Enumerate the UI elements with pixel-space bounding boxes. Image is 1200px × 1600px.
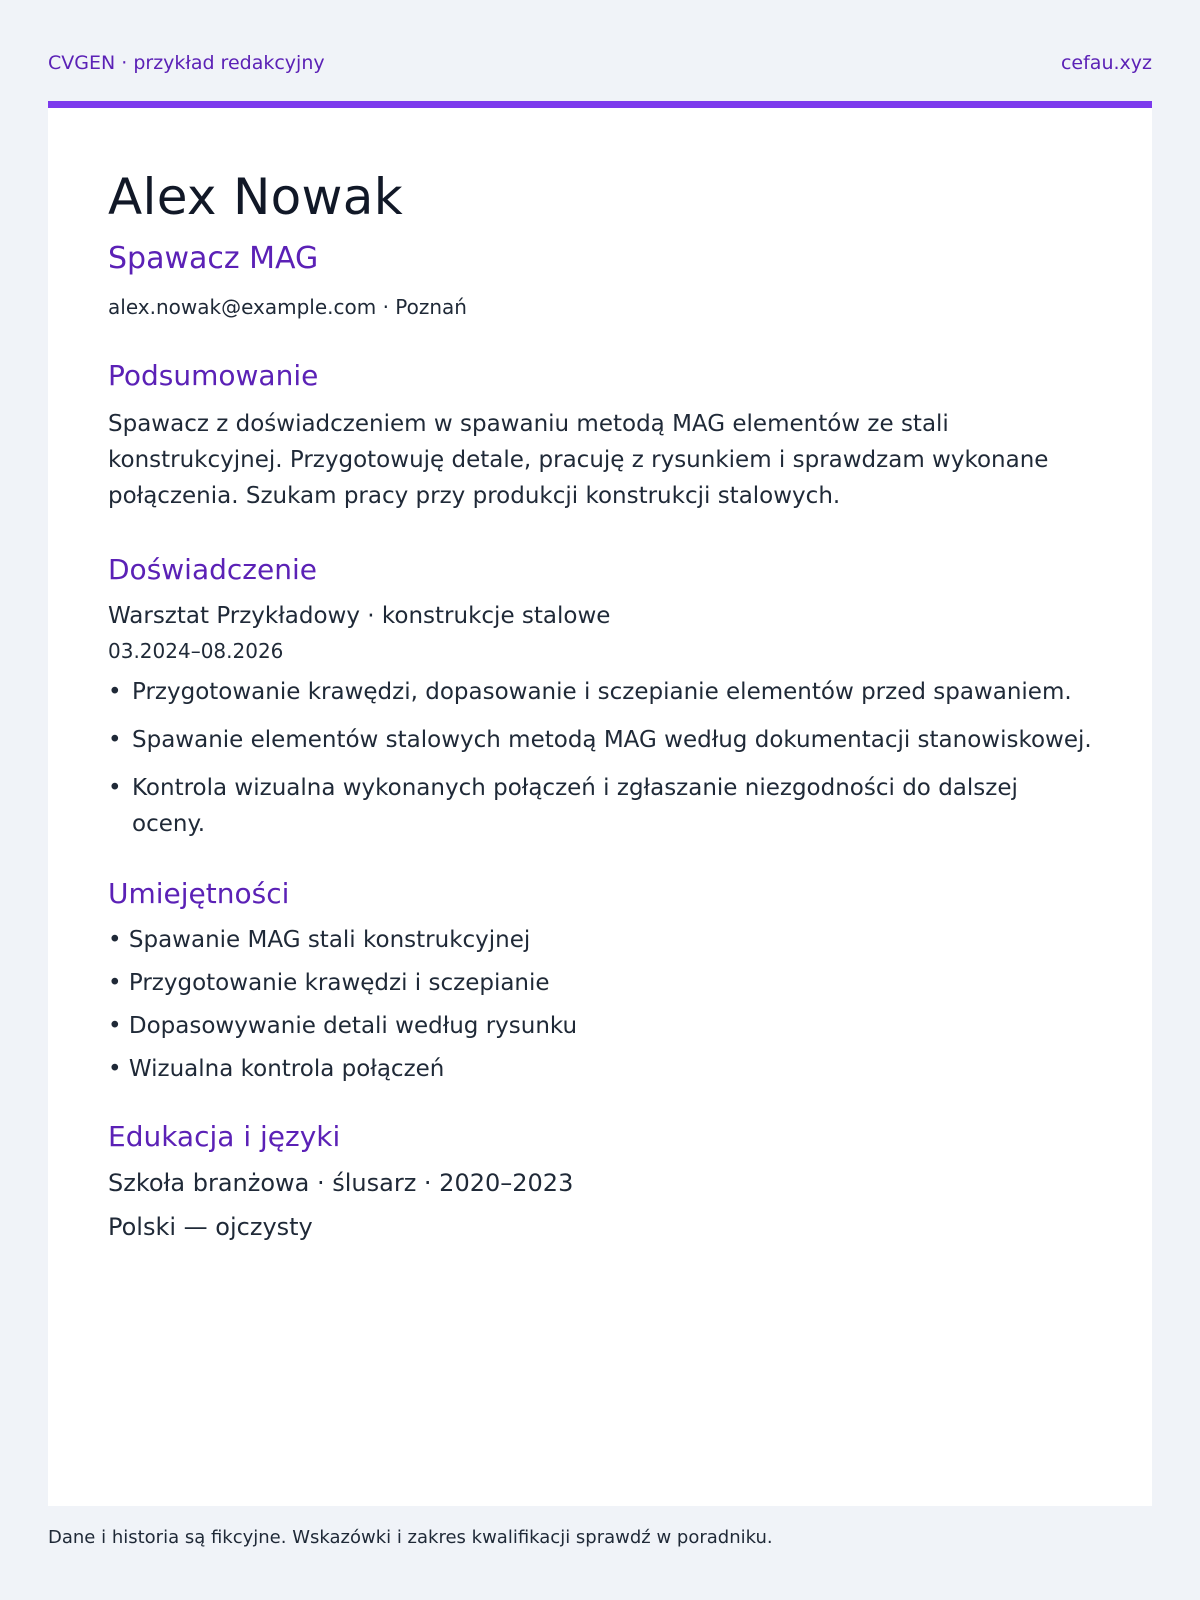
candidate-role: Spawacz MAG: [108, 241, 319, 276]
skills-section: [108, 876, 1092, 1085]
education-heading: Edukacja i języki: [108, 1120, 341, 1153]
bullet-icon: •: [108, 775, 122, 801]
job-dates: 03.2024–08.2026: [108, 639, 284, 663]
job-bullet: [108, 674, 1092, 710]
candidate-name: Alex Nowak: [108, 168, 403, 226]
skill-item: • Spawanie MAG stali konstrukcyjnej: [108, 927, 531, 953]
job-bullet: [108, 722, 1092, 758]
resume-card: [48, 101, 1152, 1506]
skill-item: • Dopasowywanie detali według rysunku: [108, 1013, 578, 1039]
skill-item: • Wizualna kontrola połączeń: [108, 1056, 445, 1082]
site-link[interactable]: cefau.xyz: [1060, 52, 1152, 74]
job-bullet-text: Spawanie elementów stalowych metodą MAG według dokumentacji stanowiskowej.: [132, 727, 1092, 753]
skill-text: Spawanie MAG stali konstrukcyjnej: [128, 927, 531, 953]
experience-heading: Doświadczenie: [108, 553, 317, 586]
skills-heading: Umiejętności: [108, 877, 290, 910]
experience-section: [108, 552, 1092, 842]
summary-heading: Podsumowanie: [108, 359, 319, 392]
bullet-icon: •: [108, 679, 122, 705]
footer-note: Dane i historia są fikcyjne. Wskazówki i zakres kwalifikacji sprawdź w poradniku.: [48, 1527, 773, 1548]
bullet-icon: •: [108, 727, 122, 753]
job-bullet: [108, 770, 1092, 842]
job-bullet-text: Przygotowanie krawędzi, dopasowanie i sczepianie elementów przed spawaniem.: [132, 679, 1072, 705]
skills-list: [108, 924, 1092, 1085]
education-language: Polski — ojczysty: [108, 1213, 313, 1241]
brand-label: CVGEN · przykład redakcyjny: [48, 52, 325, 74]
skill-text: Wizualna kontrola połączeń: [128, 1056, 445, 1082]
skill-text: Dopasowywanie detali według rysunku: [128, 1013, 578, 1039]
job-bullet-text: Kontrola wizualna wykonanych połączeń i zgłaszanie niezgodności do dalszej oceny.: [132, 775, 1018, 837]
contact-line: alex.nowak@example.com · Poznań: [108, 295, 467, 319]
summary-text: Spawacz z doświadczeniem w spawaniu metodą MAG elementów ze stali konstrukcyjnej. Przygotowuję detale, pracuję z rysunkiem i sprawdzam wykonane połączenia. Szukam pracy przy produkcji konstrukcji stalowych.: [108, 411, 1049, 509]
top-bar: [48, 48, 1152, 78]
education-section: [108, 1119, 1092, 1243]
skill-item: • Przygotowanie krawędzi i sczepianie: [108, 970, 550, 996]
summary-section: [108, 358, 1092, 514]
job-bullets: [108, 674, 1092, 842]
skill-text: Przygotowanie krawędzi i sczepianie: [128, 970, 550, 996]
job-title: Warsztat Przykładowy · konstrukcje stalowe: [108, 603, 611, 629]
education-school: Szkoła branżowa · ślusarz · 2020–2023: [108, 1169, 574, 1197]
